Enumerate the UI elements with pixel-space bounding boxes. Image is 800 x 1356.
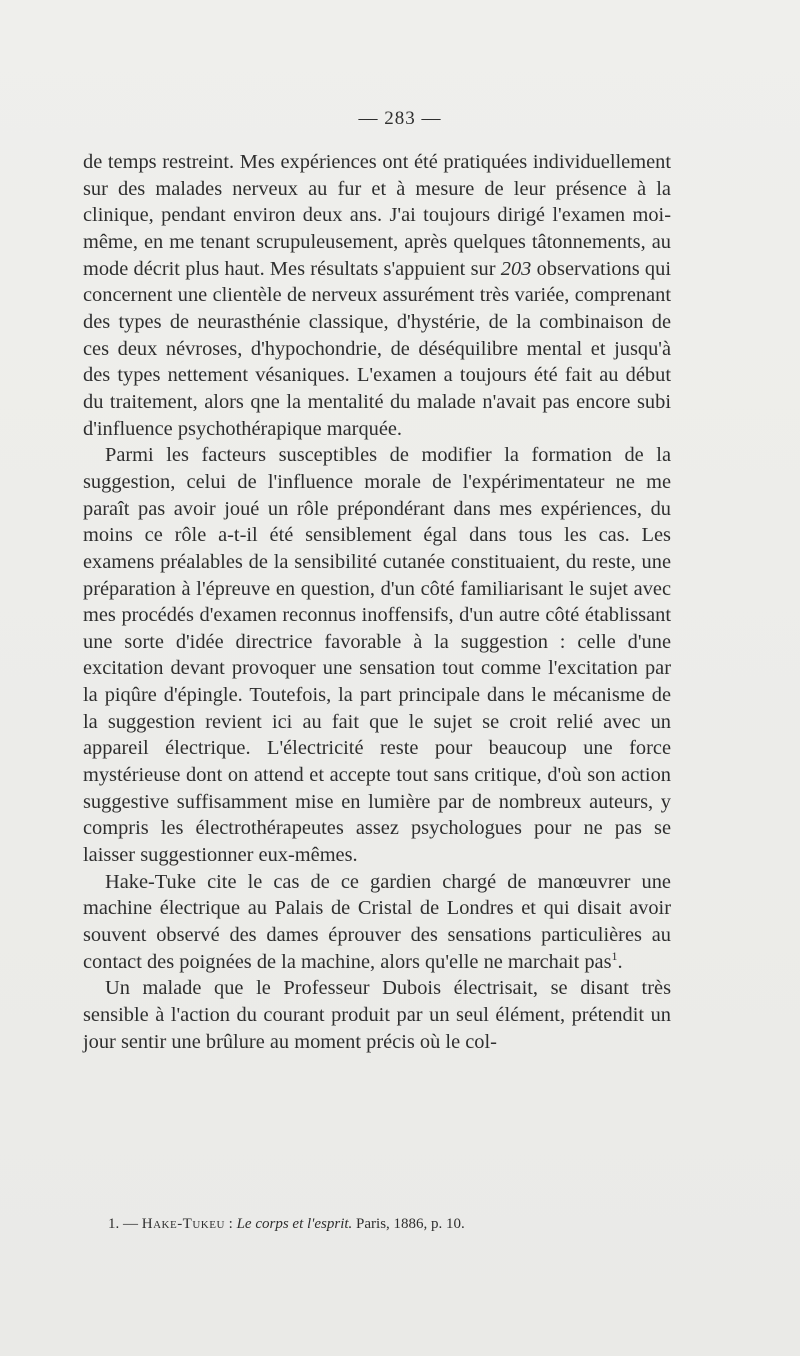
footnote-author: Hake-Tukeu — [141, 1216, 225, 1232]
paragraph-2: Parmi les facteurs susceptibles de modifier la formation de la suggestion, celui de l'influence morale de l'expérimentateur ne me paraît pas avoir joué un rôle prépondérant dans mes expériences, du moins ce rôle a-t-il été sensiblement égal dans tous les cas. Les examens préalables de la sensibilité cutanée constituaient, du reste, une préparation à l'épreuve en question, d'un côté familiarisant le sujet avec mes procédés d'examen reconnus inoffensifs, d'un autre côté établissant une sorte d'idée directrice favorable à la suggestion : celle d'une excitation devant provoquer une sensation tout comme l'excitation par la piqûre d'épingle. Toutefois, la part principale dans le mécanisme de la suggestion revient ici au fait que le sujet se croit relié avec un appareil électrique. L'électricité reste pour beaucoup une force mystérieuse dont on attend et accepte tout sans critique, d'où son action suggestive suffisamment mise en lumière par de nombreux auteurs, y compris les électrothérapeutes assez psychologues pour ne pas se laisser suggestionner eux-mêmes. — [83, 444, 671, 867]
page-number: — 283 — — [358, 108, 442, 129]
paragraph-1 — [83, 149, 671, 442]
body-text — [83, 149, 671, 1055]
observation-count: 203 — [500, 257, 532, 280]
paragraph-text: Hake-Tuke cite le cas de ce gardien chargé de manœuvrer une machine électrique au Palais de Cristal de Londres et qui disait avoir souvent observé des dames éprouver des sensations particulières au contact des poignées de la machine, alors qu'elle ne marchait pas — [83, 870, 671, 973]
footnote-reference: 1 — [611, 948, 618, 963]
footnote-title: Le corps et l'esprit. — [236, 1216, 353, 1232]
paragraph-4: Un malade que le Professeur Dubois électrisait, se disant très sensible à l'action du courant produit par un seul élément, prétendit un jour sentir une brûlure au moment précis où le col- — [83, 977, 671, 1053]
paragraph-text: observations qui concernent une clientèle de nerveux assurément très variée, comprenant des types de neurasthénie classique, d'hystérie, de la combinaison de ces deux névroses, d'hypochondrie, de déséquilibre mental et jusqu'à des types nettement vésaniques. L'examen a toujours été fait au début du traitement, alors qne la mentalité du malade n'avait pas encore subi d'influence psychothérapique marquée. — [83, 257, 671, 440]
footnote — [108, 1214, 668, 1234]
footnote-publication: Paris, 1886, p. 10. — [352, 1216, 465, 1232]
footnote-number: 1. — — [108, 1216, 138, 1232]
footnote-separator: : — [224, 1216, 237, 1232]
paragraph-3 — [83, 869, 671, 976]
paragraph-text: de temps restreint. Mes expériences ont été pratiquées individuellement sur des malades nerveux au fur et à mesure de leur présence à la clinique, pendant environ deux ans. J'ai toujours dirigé l'examen moi-même, en me tenant scrupuleusement, après quelques tâtonnements, au mode décrit plus haut. Mes résultats s'appuient sur — [83, 151, 671, 280]
paragraph-end: . — [617, 950, 623, 973]
